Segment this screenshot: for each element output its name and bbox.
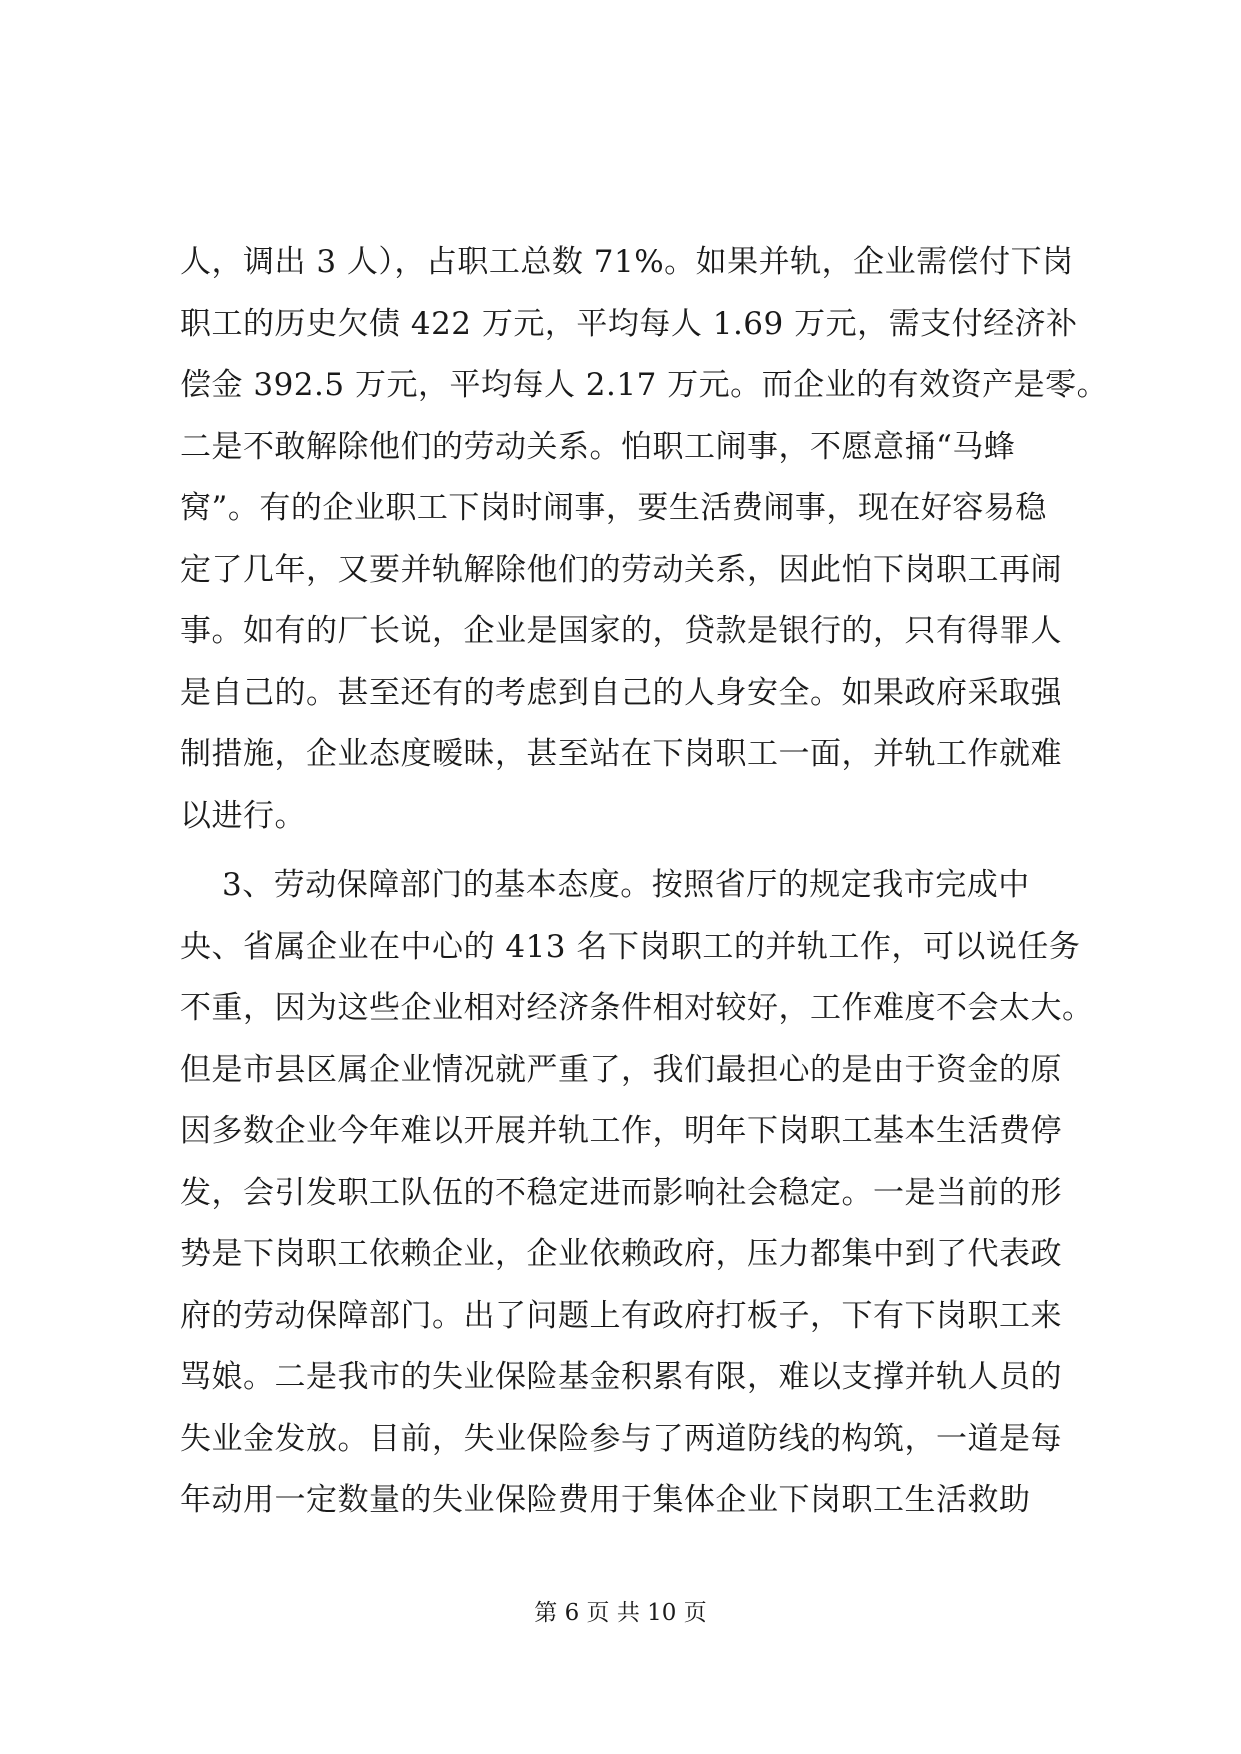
text-line: 事。如有的厂长说，企业是国家的，贷款是银行的，只有得罪人 [180,613,1062,649]
paragraph-2 [180,855,1100,1532]
text-line: 窝”。有的企业职工下岗时闹事，要生活费闹事，现在好容易稳 [180,490,1047,526]
text-line: 制措施，企业态度暧昧，甚至站在下岗职工一面，并轨工作就难 [180,736,1062,772]
text-line: 人，调出 3 人），占职工总数 71%。如果并轨，企业需偿付下岗 [180,244,1074,280]
text-line: 骂娘。二是我市的失业保险基金积累有限，难以支撑并轨人员的 [180,1359,1062,1395]
text-line: 以进行。 [180,797,306,834]
paragraph-spacer [180,847,1100,855]
text-line: 年动用一定数量的失业保险费用于集体企业下岗职工生活救助 [180,1482,1031,1518]
text-line: 发，会引发职工队伍的不稳定进而影响社会稳定。一是当前的形 [180,1174,1062,1211]
page-number-footer: 第 6 页 共 10 页 [534,1600,707,1626]
text-line: 但是市县区属企业情况就严重了，我们最担心的是由于资金的原 [180,1051,1062,1088]
text-line: 定了几年，又要并轨解除他们的劳动关系，因此怕下岗职工再闹 [180,551,1062,588]
text-line: 势是下岗职工依赖企业，企业依赖政府，压力都集中到了代表政 [180,1236,1062,1272]
text-line: 因多数企业今年难以开展并轨工作，明年下岗职工基本生活费停 [180,1113,1062,1149]
text-line: 3、劳动保障部门的基本态度。按照省厅的规定我市完成中 [222,867,1030,903]
text-line: 央、省属企业在中心的 413 名下岗职工的并轨工作，可以说任务 [180,928,1081,965]
text-line: 失业金发放。目前，失业保险参与了两道防线的构筑，一道是每 [180,1420,1062,1457]
text-line: 不重，因为这些企业相对经济条件相对较好，工作难度不会太大。 [180,990,1094,1026]
text-line: 偿金 392.5 万元，平均每人 2.17 万元。而企业的有效资产是零。 [180,367,1109,403]
paragraph-1 [180,232,1109,847]
document-body [180,232,1109,1532]
text-line: 府的劳动保障部门。出了问题上有政府打板子，下有下岗职工来 [180,1297,1062,1334]
text-line: 职工的历史欠债 422 万元，平均每人 1.69 万元，需支付经济补 [180,305,1078,342]
text-line: 二是不敢解除他们的劳动关系。怕职工闹事，不愿意捅“马蜂 [180,428,1016,465]
text-line: 是自己的。甚至还有的考虑到自己的人身安全。如果政府采取强 [180,674,1062,711]
